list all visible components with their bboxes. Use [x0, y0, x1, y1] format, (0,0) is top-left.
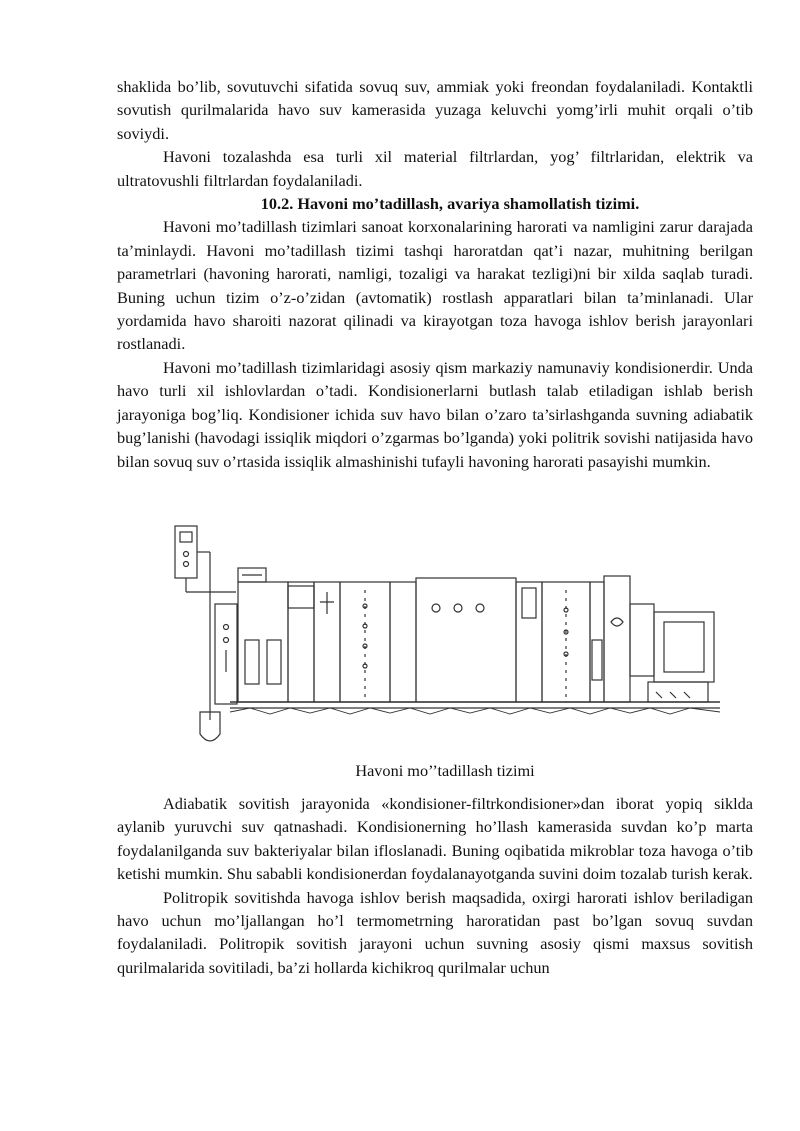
motor-base: [648, 682, 708, 702]
bottom-text-block: [117, 792, 753, 979]
fan-housing: [604, 576, 630, 702]
diagram-drawing: [170, 522, 725, 752]
top-text-block: [117, 75, 753, 473]
paragraph: shaklida bo’lib, sovutuvchi sifatida sovuq suv, ammiak yoki freondan foydalaniladi. Kontaktli sovutish qurilmalarida havo suv kamerasida yuzaga keluvchi yomg’irli muhit orqali o’tib soviydi.: [117, 77, 753, 143]
paragraph: Havoni tozalashda esa turli xil material filtrlardan, yog’ filtrlaridan, elektrik va ultratovushli filtrlardan foydalaniladi.: [117, 147, 753, 190]
paragraph: Havoni mo’tadillash tizimlari sanoat korxonalarining harorati va namligini zarur darajada ta’minlaydi. Havoni mo’tadillash tizimi tashqi haroratdan qat’i nazar, muhitning berilgan parametrlari (havoning harorati, namligi, tozaligi va harakat tezligi)ni bir xilda saqlab turadi. Buning uchun tizim o’z-o’zidan (avtomatik) rostlash apparatlari bilan ta’minlanadi. Ular yordamida havo sharoiti nazorat qilinadi va kirayotgan toza havoga ishlov berish jarayonlari rostlanadi.: [117, 217, 753, 354]
paragraph: Havoni mo’tadillash tizimlaridagi asosiy qism markaziy namunaviy kondisionerdir. Unda havo turli xil ishlovlardan o’tadi. Kondisionerlarni butlash talab etiladigan ishlab berish jarayoniga bog’liq. Kondisioner ichida suv havo bilan o’zaro ta’sirlashganda suvning adiabatik bug’lanishi (havodagi issiqlik miqdori o’zgarmas bo’lganda) yoki politrik sovishi natijasida havo bilan sovuq suv o’rtasida issiqlik almashinishi tufayli havoning harorati pasayishi mumkin.: [117, 357, 753, 471]
foundation-hatching: [230, 708, 720, 714]
heater-section: [416, 578, 516, 702]
paragraph: Politropik sovitishda havoga ishlov berish maqsadida, oxirgi harorati ishlov beriladigan havo uchun mo’ljallangan ho’l termometrning haroratidan past bo’lgan sovuq suvdan foydalaniladi. Politropik sovitish jarayoni uchun suvning asosiy qismi maxsus sovitish qurilmalarida sovitiladi, ba’zi hollarda kichikroq qurilmalar uchun: [117, 887, 753, 977]
paragraph: Adiabatik sovitish jarayonida «kondisioner-filtrkondisioner»dan iborat yopiq siklda aylanib yuruvchi suv qatnashadi. Kondisionerning ho’llash kamerasida suvdan ko’p marta foydalanilganda suv bakteriyalar bilan ifloslanadi. Buning oqibatida mikroblar toza havoga o’tib ketishi mumkin. Shu sababli kondisionerdan foydalanayotganda suvini doim tozalab turish kerak.: [117, 794, 753, 884]
figure-caption: Havoni mo’’tadillash tizimi: [355, 761, 535, 780]
air-conditioning-system-diagram: [170, 522, 725, 752]
section-heading: 10.2. Havoni mo’tadillash, avariya shamollatish tizimi.: [260, 194, 640, 214]
